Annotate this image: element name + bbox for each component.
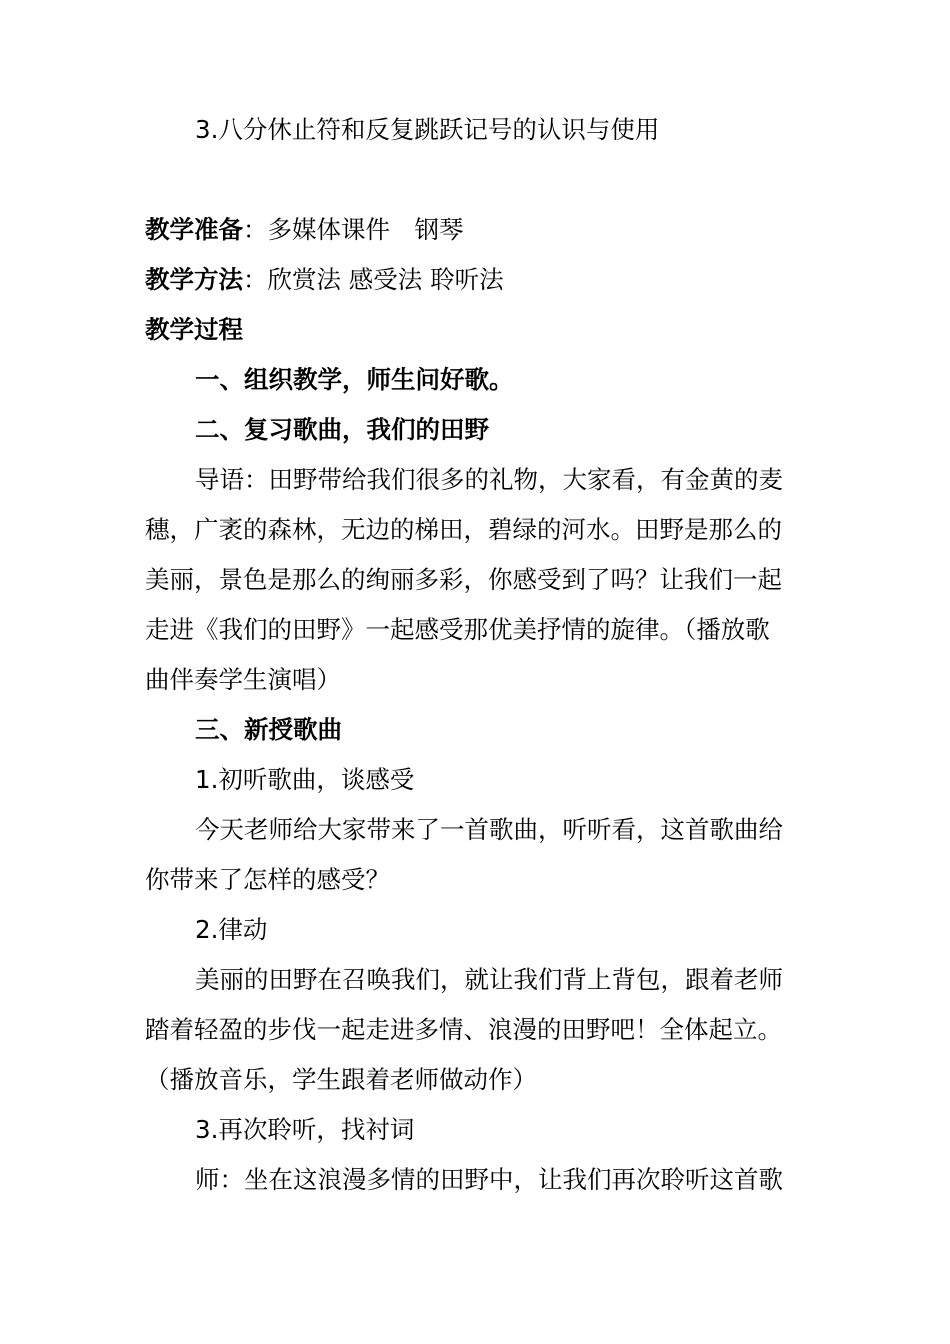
step-3-heading: 3.再次聆听，找衬词 [195, 1115, 415, 1144]
section-2-heading: 二、复习歌曲，我们的田野 [195, 415, 489, 444]
intro-line: 穗，广袤的森林，无边的梯田，碧绿的河水。田野是那么的 [145, 515, 782, 544]
teaching-method-value: ：欣赏法 感受法 聆听法 [243, 265, 504, 294]
step-1-line: 你带来了怎样的感受？ [145, 865, 390, 894]
step-3-line: 师：坐在这浪漫多情的田野中，让我们再次聆听这首歌 [195, 1165, 783, 1194]
teaching-prep-value: ：多媒体课件 钢琴 [243, 215, 464, 244]
step-1-heading: 1.初听歌曲，谈感受 [195, 765, 415, 794]
section-1-heading: 一、组织教学，师生问好歌。 [195, 365, 514, 394]
teaching-method [145, 255, 815, 305]
intro-line: 走进《我们的田野》一起感受那优美抒情的旋律。（播放歌 [145, 615, 770, 644]
step-2-heading: 2.律动 [195, 915, 268, 944]
process-title: 教学过程 [145, 315, 243, 344]
objective-3: 3.八分休止符和反复跳跃记号的认识与使用 [195, 115, 660, 144]
intro-line: 美丽，景色是那么的绚丽多彩，你感受到了吗？让我们一起 [145, 565, 782, 594]
step-2-line: 美丽的田野在召唤我们，就让我们背上背包，跟着老师 [195, 965, 783, 994]
teaching-prep [145, 205, 815, 255]
teaching-method-label: 教学方法 [145, 265, 243, 294]
step-2-line: （播放音乐，学生跟着老师做动作） [145, 1065, 537, 1094]
intro-line: 曲伴奏学生演唱） [145, 665, 341, 694]
teaching-prep-label: 教学准备 [145, 215, 243, 244]
intro-line: 导语：田野带给我们很多的礼物，大家看，有金黄的麦 [195, 465, 783, 494]
section-3-heading: 三、新授歌曲 [195, 715, 342, 744]
step-1-line: 今天老师给大家带来了一首歌曲，听听看，这首歌曲给 [195, 815, 783, 844]
step-2-line: 踏着轻盈的步伐一起走进多情、浪漫的田野吧！全体起立。 [145, 1015, 782, 1044]
